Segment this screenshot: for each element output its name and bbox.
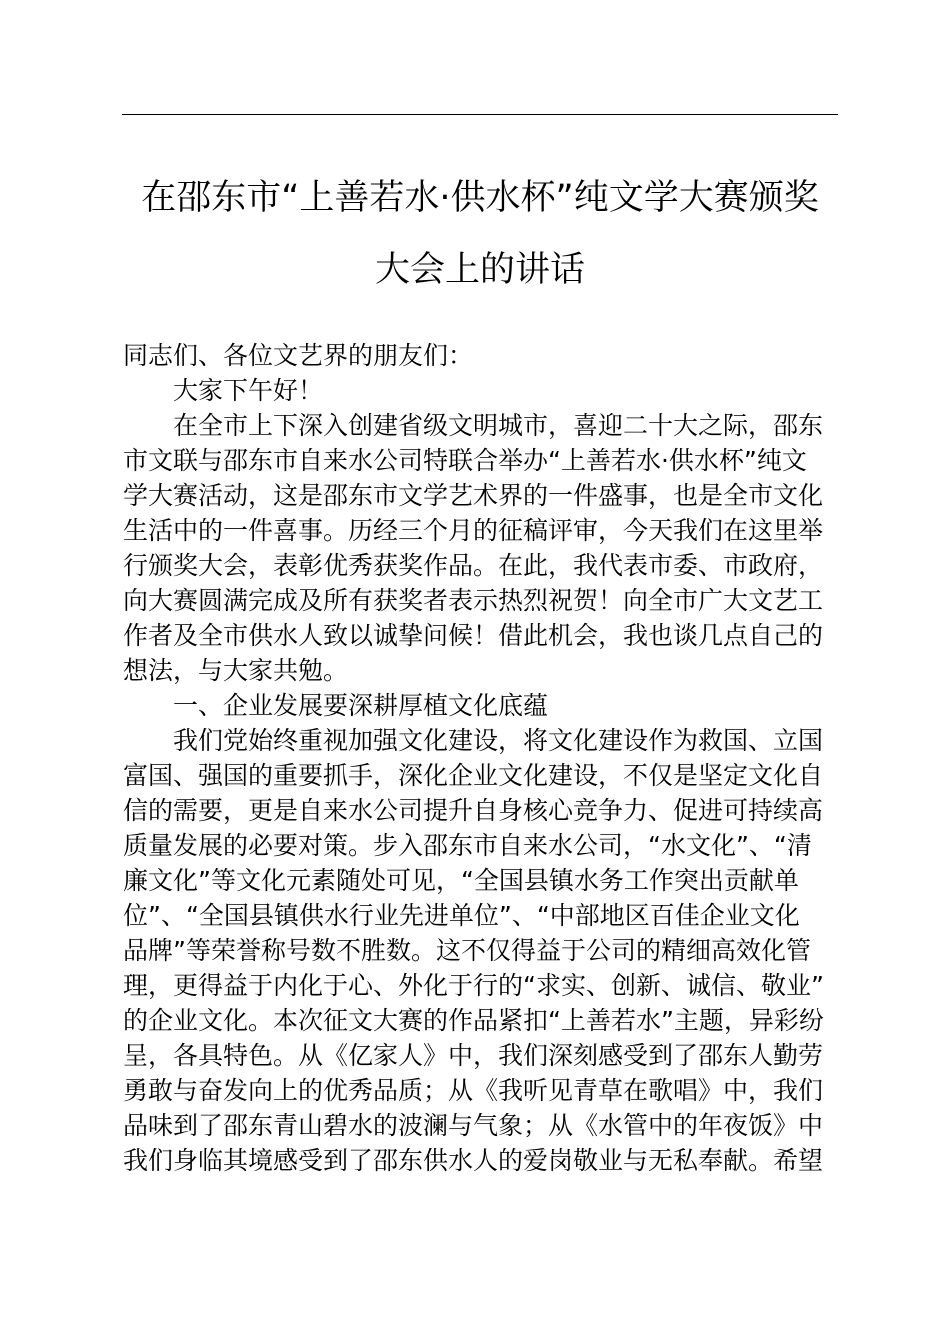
section-heading: 一、企业发展要深耕厚植文化底蕴 [173, 691, 549, 720]
paragraph-line: 向大赛圆满完成及所有获奖者表示热烈祝贺！向全市广大文艺工 [123, 586, 824, 615]
paragraph-line: 理，更得益于内化于心、外化于行的“求实、创新、诚信、敬业” [123, 971, 824, 1000]
paragraph-line: 的企业文化。本次征文大赛的作品紧扣“上善若水”主题，异彩纷 [123, 1006, 824, 1035]
header-rule [122, 114, 838, 115]
paragraph-line: 我们身临其境感受到了邵东供水人的爱岗敬业与无私奉献。希望 [123, 1146, 824, 1175]
paragraph-line: 市文联与邵东市自来水公司特联合举办“上善若水·供水杯”纯文 [123, 446, 807, 475]
paragraph-line: 学大赛活动，这是邵东市文学艺术界的一件盛事，也是全市文化 [123, 481, 824, 510]
paragraph-line: 质量发展的必要对策。步入邵东市自来水公司，“水文化”、“清 [123, 831, 812, 860]
greeting: 大家下午好！ [173, 376, 324, 405]
paragraph-line: 品味到了邵东青山碧水的波澜与气象；从《水管中的年夜饭》中 [123, 1111, 824, 1140]
paragraph-line: 生活中的一件喜事。历经三个月的征稿评审，今天我们在这里举 [123, 516, 824, 545]
salutation: 同志们、各位文艺界的朋友们： [123, 341, 474, 370]
paragraph-line: 品牌”等荣誉称号数不胜数。这不仅得益于公司的精细高效化管 [123, 936, 811, 965]
paragraph-line: 我们党始终重视加强文化建设，将文化建设作为救国、立国 [173, 726, 824, 755]
paragraph-line: 勇敢与奋发向上的优秀品质；从《我听见青草在歌唱》中，我们 [123, 1076, 824, 1105]
paragraph-line: 作者及全市供水人致以诚挚问候！借此机会，我也谈几点自己的 [123, 621, 824, 650]
paragraph-line: 廉文化”等文化元素随处可见，“全国县镇水务工作突出贡献单 [123, 866, 799, 895]
document-title-line-2: 大会上的讲话 [374, 250, 585, 290]
paragraph-line: 富国、强国的重要抓手，深化企业文化建设，不仅是坚定文化自 [123, 761, 824, 790]
document-title-line-1: 在邵东市“上善若水·供水杯”纯文学大赛颁奖 [141, 178, 819, 218]
paragraph-line: 在全市上下深入创建省级文明城市，喜迎二十大之际，邵东 [173, 411, 824, 440]
paragraph-line: 位”、“全国县镇供水行业先进单位”、“中部地区百佳企业文化 [123, 901, 800, 930]
paragraph-line: 呈，各具特色。从《亿家人》中，我们深刻感受到了邵东人勤劳 [123, 1041, 824, 1070]
paragraph-line: 想法，与大家共勉。 [123, 656, 349, 685]
paragraph-line: 信的需要，更是自来水公司提升自身核心竞争力、促进可持续高 [123, 796, 824, 825]
paragraph-line: 行颁奖大会，表彰优秀获奖作品。在此，我代表市委、市政府， [123, 551, 824, 580]
